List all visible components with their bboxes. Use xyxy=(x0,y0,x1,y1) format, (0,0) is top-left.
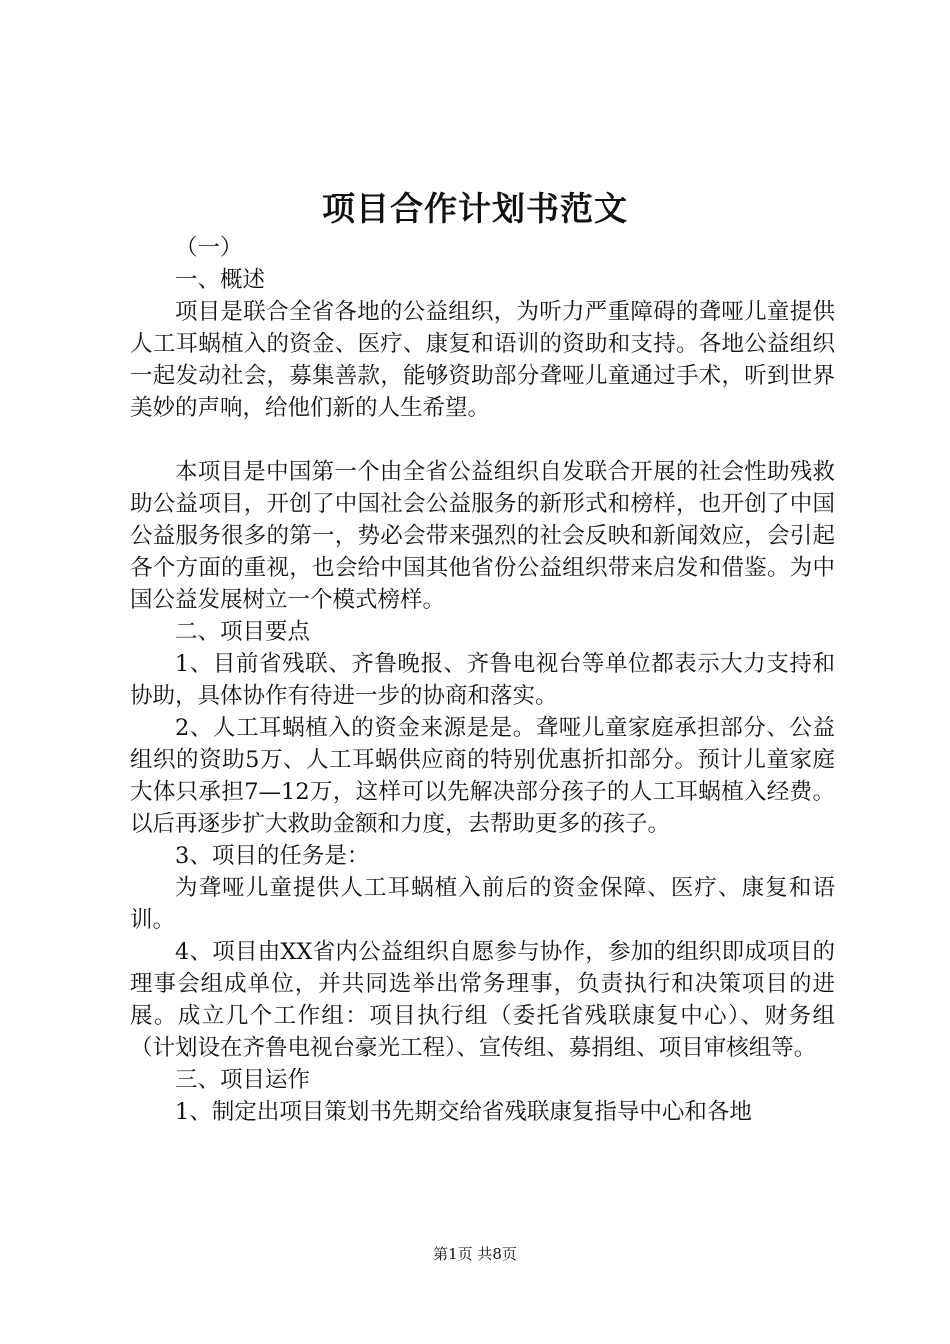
paragraph-point-4: 4、项目由XX省内公益组织自愿参与协作，参加的组织即成项目的理事会组成单位，并共同选举出常务理事，负责执行和决策项目的进展。成立几个工作组：项目执行组（委托省残联康复中心）、财务组（计划设在齐鲁电视台豪光工程）、宣传组、募捐组、项目审核组等。 xyxy=(130,939,835,1061)
paragraph-point-3-detail: 为聋哑儿童提供人工耳蜗植入前后的资金保障、医疗、康复和语训。 xyxy=(130,875,835,933)
section-number: （一） xyxy=(175,235,243,261)
paragraph-significance: 本项目是中国第一个由全省公益组织自发联合开展的社会性助残救助公益项目，开创了中国社会公益服务的新形式和榜样，也开创了中国公益服务很多的第一，势必会带来强烈的社会反映和新闻效应，会引起各个方面的重视，也会给中国其他省份公益组织带来启发和借鉴。为中国公益发展树立一个模式榜样。 xyxy=(130,459,835,613)
page-footer: 第1页 共8页 xyxy=(433,1245,517,1263)
paragraph-point-1: 1、目前省残联、齐鲁晚报、齐鲁电视台等单位都表示大力支持和协助，具体协作有待进一步的协商和落实。 xyxy=(130,651,835,709)
paragraph-point-3: 3、项目的任务是： xyxy=(175,843,370,869)
heading-key-points: 二、项目要点 xyxy=(175,619,311,645)
document-body xyxy=(130,232,835,1128)
paragraph-overview: 项目是联合全省各地的公益组织，为听力严重障碍的聋哑儿童提供人工耳蜗植入的资金、医疗、康复和语训的资助和支持。各地公益组织一起发动社会，募集善款，能够资助部分聋哑儿童通过手术，听到世界美妙的声响，给他们新的人生希望。 xyxy=(130,299,835,421)
paragraph-point-2: 2、人工耳蜗植入的资金来源是是。聋哑儿童家庭承担部分、公益组织的资助5万、人工耳蜗供应商的特别优惠折扣部分。预计儿童家庭大体只承担7—12万，这样可以先解决部分孩子的人工耳蜗植入经费。以后再逐步扩大救助金额和力度，去帮助更多的孩子。 xyxy=(130,715,835,837)
heading-overview: 一、概述 xyxy=(175,267,266,293)
heading-operation: 三、项目运作 xyxy=(175,1067,311,1093)
paragraph-operation-1: 1、制定出项目策划书先期交给省残联康复指导中心和各地 xyxy=(175,1099,752,1125)
document-title: 项目合作计划书范文 xyxy=(322,189,628,228)
